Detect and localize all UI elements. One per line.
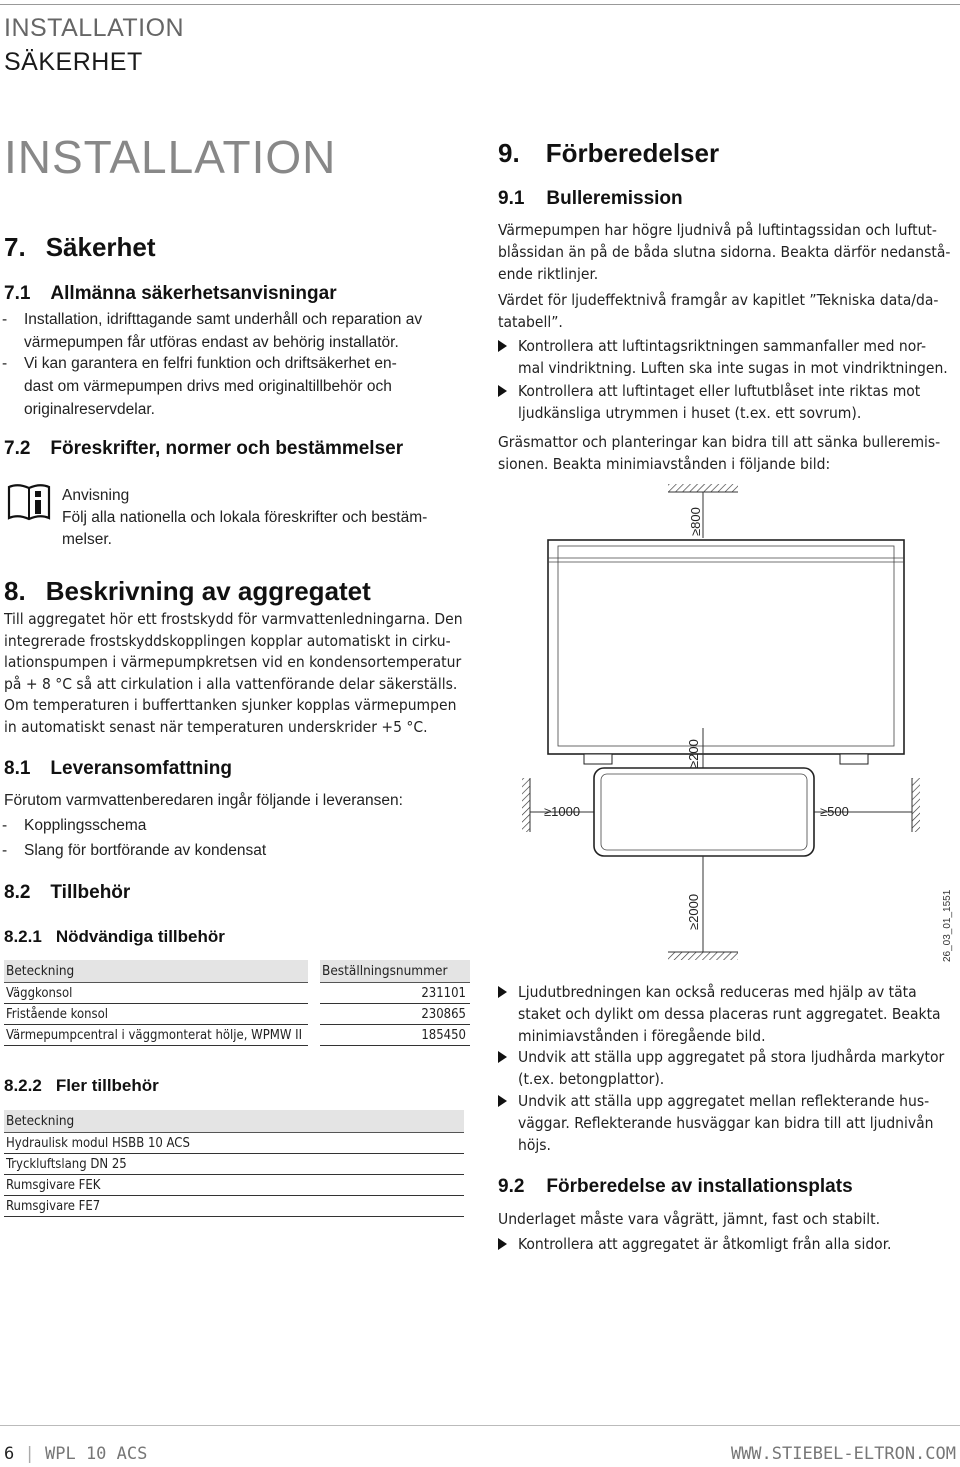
col-header-order: Beställningsnummer — [320, 960, 470, 983]
table-row: Tryckluftslang DN 25 — [4, 1154, 464, 1175]
col-header-name: Beteckning — [4, 1110, 464, 1133]
table-row: Rumsgivare FEK — [4, 1175, 464, 1196]
noise-paragraph-2: Värdet för ljudeffektnivå framgår av kapitlet ”Tekniska data/da- tatabell”. — [498, 291, 939, 331]
col-header-name: Beteckning — [4, 960, 308, 983]
table-header-row — [4, 1110, 464, 1133]
bullet-arrow-icon — [498, 1051, 507, 1063]
heading-8: 8. Beskrivning av aggregatet — [4, 576, 371, 606]
list-item: - Slang för bortförande av kondensat — [2, 842, 267, 859]
dim-back: ≥2000 — [686, 893, 701, 930]
figure-code: 26_03_01_1551 — [942, 889, 953, 962]
bullet-item: Undvik att ställa upp aggregatet på stora ljudhårda markytor (t.ex. betongplattor). — [498, 1046, 958, 1090]
heading-7: 7. Säkerhet — [4, 232, 156, 262]
footer-url: WWW.STIEBEL-ELTRON.COM — [730, 1444, 956, 1464]
dim-front: ≥200 — [686, 739, 701, 768]
footer-left: 6 | WPL 10 ACS — [4, 1444, 148, 1464]
footer-rule — [0, 1425, 960, 1426]
table-row: Rumsgivare FE7 — [4, 1196, 464, 1217]
dim-left: ≥1000 — [544, 804, 581, 819]
dim-top: ≥800 — [688, 507, 703, 536]
bullet-arrow-icon — [498, 986, 507, 998]
info-book-icon — [6, 482, 52, 524]
delivery-intro: Förutom varmvattenberedaren ingår följande i leveransen: — [4, 792, 403, 809]
bullet-item: Kontrollera att luftintagsriktningen sammanfaller med nor- mal vindriktning. Luften ska inte sugas in mot vindriktningen. — [498, 335, 958, 379]
heading-7-2: 7.2 Föreskrifter, normer och bestämmelser — [4, 438, 404, 459]
bullet-arrow-icon — [498, 340, 507, 352]
heading-8-2: 8.2 Tillbehör — [4, 882, 131, 903]
note-text-1: Följ alla nationella och lokala föreskrifter och bestäm- — [62, 509, 428, 526]
heading-9-1: 9.1 Bulleremission — [498, 188, 683, 209]
dim-right: ≥500 — [820, 804, 849, 819]
clearance-diagram — [498, 478, 960, 968]
heading-7-1: 7.1 Allmänna säkerhetsanvisningar — [4, 283, 337, 304]
section-8-text: Till aggregatet hör ett frostskydd för varmvattenledningarna. Den integrerade frostskyddskopplingen kopplar automatiskt in cirku- lationspumpen i värmepumpkretsen vid en kondensortemperatur på + 8 °C så att cirkulation i alla vattenförande delar säkerställs. Om temperaturen i bufferttanken sjunker kopplas värmepumpen in automatiskt senast när temperaturen underskrider +5 °C. — [4, 610, 463, 736]
table-row: Hydraulisk modul HSBB 10 ACS — [4, 1133, 464, 1154]
header-subsection: SÄKERHET — [4, 48, 143, 76]
table-row: Värmepumpcentral i väggmonterat hölje, WPMW II 185450 — [4, 1025, 470, 1046]
top-rule — [0, 4, 960, 5]
bullet-arrow-icon — [498, 385, 507, 397]
heading-8-2-1: 8.2.1 Nödvändiga tillbehör — [4, 927, 225, 946]
list-item: - Vi kan garantera en felfri funktion och driftsäkerhet en- dast om värmepumpen drivs med originaltillbehör och originalreservdelar. — [2, 355, 397, 418]
table-header-row — [4, 960, 470, 983]
heading-9-2: 9.2 Förberedelse av installationsplats — [498, 1176, 853, 1197]
required-accessories-table — [4, 960, 470, 1046]
more-accessories-table — [4, 1110, 464, 1217]
table-row: Fristående konsol 230865 — [4, 1004, 470, 1025]
heading-9: 9. Förberedelser — [498, 138, 720, 168]
list-item: - Kopplingsschema — [2, 817, 147, 834]
bullet-item: Kontrollera att aggregatet är åtkomligt från alla sidor. — [498, 1233, 958, 1255]
bullet-item: Ljudutbredningen kan också reduceras med hjälp av täta staket och dylikt om dessa placeras runt aggregatet. Beakta minimiavstånden i föregående bild. — [498, 981, 958, 1047]
bullet-arrow-icon — [498, 1095, 507, 1107]
header-section: INSTALLATION — [4, 14, 185, 42]
bullet-item: Undvik att ställa upp aggregatet mellan reflekterande hus- väggar. Reflekterande husväggar kan bidra till att ljudnivån höjs. — [498, 1090, 958, 1156]
note-label: Anvisning — [62, 487, 130, 504]
bullet-arrow-icon — [498, 1238, 507, 1250]
bullet-item: Kontrollera att luftintaget eller luftutblåset inte riktas mot ljudkänsliga utrymmen i huset (t.ex. ett sovrum). — [498, 380, 958, 424]
note-text-2: melser. — [62, 531, 112, 548]
list-item: - Installation, idrifttagande samt underhåll och reparation av värmepumpen får utföras endast av behörig installatör. — [2, 311, 423, 351]
noise-paragraph-3: Gräsmattor och planteringar kan bidra till att sänka bulleremis- sionen. Beakta minimiavstånden i följande bild: — [498, 433, 941, 473]
heading-8-2-2: 8.2.2 Fler tillbehör — [4, 1076, 159, 1095]
heading-8-1: 8.1 Leveransomfattning — [4, 758, 233, 779]
noise-paragraph-1: Värmepumpen har högre ljudnivå på luftintagssidan och luftut- blåssidan än på de båda slutna sidorna. Beakta därför nedanstå- ende riktlinjer. — [498, 221, 951, 283]
table-row: Väggkonsol 231101 — [4, 983, 470, 1004]
page-title: INSTALLATION — [4, 131, 337, 183]
site-paragraph: Underlaget måste vara vågrätt, jämnt, fast och stabilt. — [498, 1210, 881, 1228]
